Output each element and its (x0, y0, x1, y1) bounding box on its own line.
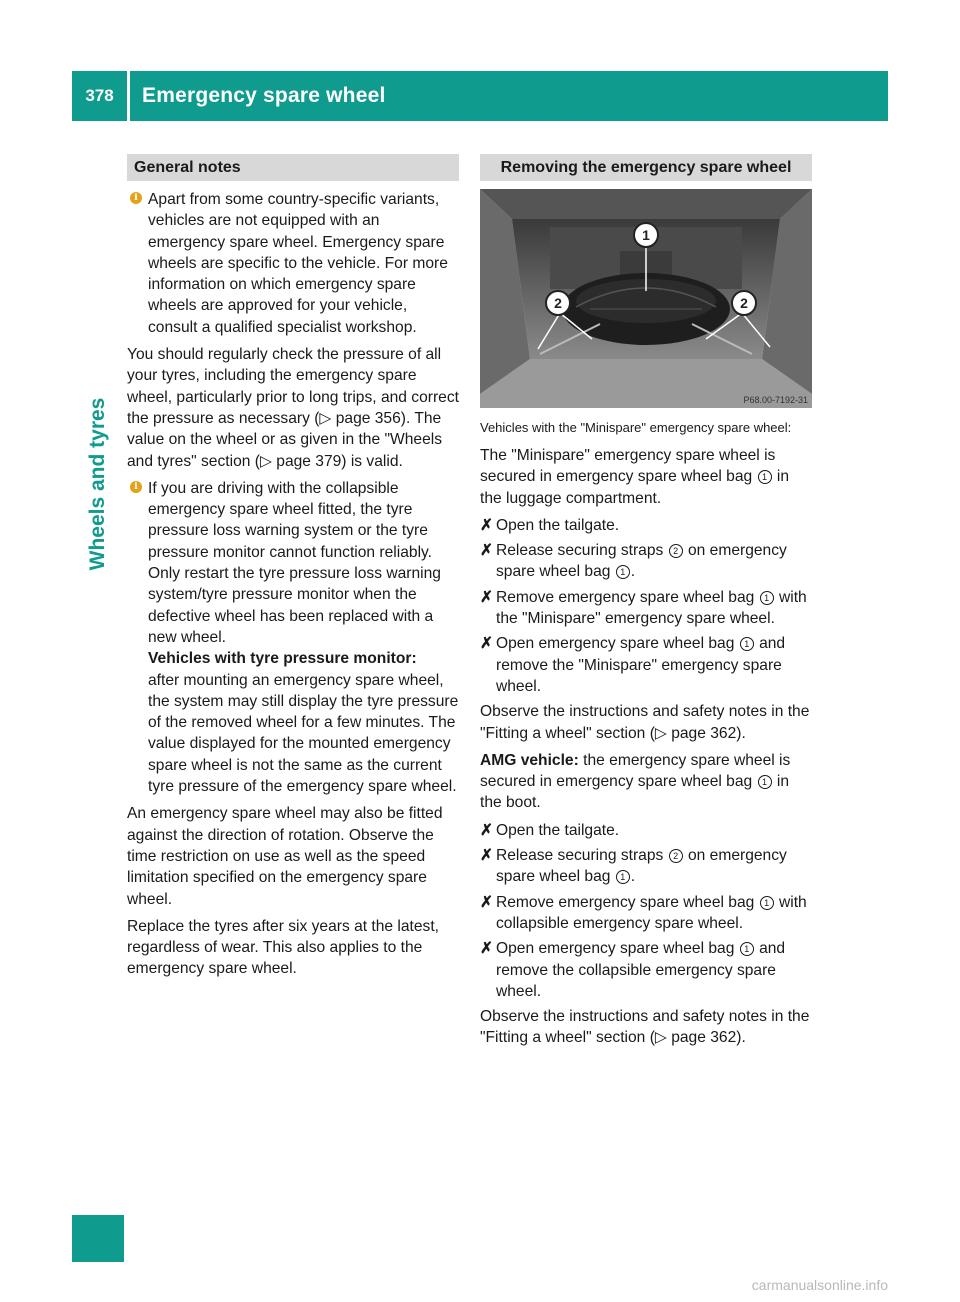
page-header (72, 71, 888, 121)
step-arrow-icon: ✗ (480, 893, 494, 911)
callout-label: 2 (740, 295, 748, 311)
callout-1-ref: 1 (760, 896, 774, 910)
step-arrow-icon: ✗ (480, 940, 494, 958)
callout-1-ref: 1 (616, 565, 630, 579)
paragraph: Observe the instructions and safety notes in the "Fitting a wheel" section (▷ page 362). (480, 703, 810, 742)
paragraph: Replace the tyres after six years at the latest, regardless of wear. This also applies to the emergency spare wheel. (127, 917, 440, 978)
paragraph (480, 750, 812, 814)
side-tab-marker (72, 1215, 124, 1262)
amg-label: AMG vehicle: (480, 751, 579, 769)
step-text: Open the tailgate. (496, 516, 620, 534)
callout-2-left-marker (546, 291, 570, 315)
info-note (127, 189, 459, 338)
footer-watermark: carmanualsonline.info (751, 1277, 888, 1293)
page-title: Emergency spare wheel (142, 84, 386, 107)
text: Remove emergency spare wheel bag (496, 588, 755, 606)
header-separator (127, 71, 130, 121)
step-item (480, 515, 812, 536)
paragraph (480, 445, 812, 509)
text: Release securing straps (496, 542, 664, 560)
callout-label: 2 (554, 295, 562, 311)
text: in the boot. (480, 773, 790, 812)
info-icon: i (130, 481, 142, 493)
step-text (496, 938, 812, 1002)
callout-label: 1 (642, 227, 650, 243)
step-item (480, 938, 812, 1002)
text: Release securing straps (496, 847, 664, 865)
text: . (630, 563, 636, 581)
image-code: P68.00-7192-31 (743, 395, 808, 405)
text: on emergency spare wheel bag (496, 847, 787, 886)
text: on emergency spare wheel bag (496, 542, 787, 581)
section-heading-general-notes: General notes (127, 154, 459, 181)
text: Remove emergency spare wheel bag (496, 893, 755, 911)
step-arrow-icon: ✗ (480, 542, 494, 560)
step-item (480, 540, 812, 583)
text: Open emergency spare wheel bag (496, 940, 735, 958)
step-item (480, 845, 812, 888)
note-subheading: Vehicles with tyre pressure monitor: (148, 650, 417, 668)
callout-1-ref: 1 (740, 637, 754, 651)
text: and remove the collapsible emergency spare wheel. (496, 940, 786, 1000)
step-text (496, 845, 812, 888)
step-text (496, 892, 812, 935)
text: in the luggage compartment. (480, 468, 790, 507)
callout-1-ref: 1 (740, 942, 754, 956)
image-caption: Vehicles with the "Minispare" emergency spare wheel: (480, 420, 792, 435)
page-number: 378 (85, 86, 114, 105)
callout-2-right-marker (732, 291, 756, 315)
right-column (480, 154, 812, 1055)
step-item (480, 633, 812, 697)
step-arrow-icon: ✗ (480, 821, 494, 839)
step-item (480, 892, 812, 935)
note-text: after mounting an emergency spare wheel, the system may still display the tyre pressure of the removed wheel for a few minutes. The value displayed for the mounted emergency spare wheel is not the same as the current tyre pressure of the emergency spare wheel. (148, 671, 459, 796)
text: and remove the "Minispare" emergency spare wheel. (496, 635, 786, 695)
step-item (480, 587, 812, 630)
step-arrow-icon: ✗ (480, 516, 494, 534)
text: with the "Minispare" emergency spare wheel. (496, 588, 807, 628)
side-tab-label: Wheels and tyres (86, 397, 109, 571)
step-arrow-icon: ✗ (480, 635, 494, 653)
step-text (496, 540, 812, 583)
note-text: If you are driving with the collapsible emergency spare wheel fitted, the tyre pressure loss warning system or the tyre pressure monitor cannot function reliably. Only restart the tyre pressure loss warning system/tyre pressure monitor when the defective wheel has been replaced with a new wheel. (148, 479, 441, 646)
step-text: Open the tailgate. (496, 821, 620, 839)
step-text (496, 633, 812, 697)
callout-1-marker (634, 223, 658, 247)
callout-1-ref: 1 (758, 775, 772, 789)
paragraph: Observe the instructions and safety notes in the "Fitting a wheel" section (▷ page 362). (480, 1008, 810, 1047)
callout-1-ref: 1 (616, 870, 630, 884)
text: Open emergency spare wheel bag (496, 635, 735, 653)
step-arrow-icon: ✗ (480, 847, 494, 865)
section-heading-removing: Removing the emergency spare wheel (480, 154, 812, 181)
text: the emergency spare wheel is secured in emergency spare wheel bag (480, 751, 791, 791)
callout-1-ref: 1 (760, 591, 774, 605)
callout-1-ref: 1 (758, 470, 772, 484)
note-text: Apart from some country-specific variants, vehicles are not equipped with an emergency spare wheel. Emergency spare wheels are specific to the vehicle. For more information on which emergency spare wheels are approved for your vehicle, consult a qualified specialist workshop. (148, 191, 448, 336)
left-column (127, 154, 459, 986)
step-item (480, 820, 812, 841)
info-icon: i (130, 192, 142, 204)
callout-2-ref: 2 (669, 849, 683, 863)
luggage-compartment-photo (480, 189, 812, 408)
info-note (127, 478, 459, 797)
paragraph: An emergency spare wheel may also be fitted against the direction of rotation. Observe the time restriction on use as well as the speed limitation specified on the emergency spare wheel. (127, 805, 443, 908)
text: with collapsible emergency spare wheel. (496, 893, 807, 932)
text: The "Minispare" emergency spare wheel is secured in emergency spare wheel bag (480, 447, 776, 486)
step-text (496, 587, 812, 630)
callout-2-ref: 2 (669, 544, 683, 558)
paragraph: You should regularly check the pressure of all your tyres, including the emergency spare wheel, particularly prior to long trips, and correct the pressure as necessary (▷ page 356). The value on the wheel or as given in the "Wheels and tyres" section (▷ page 379) is valid. (127, 346, 459, 470)
text: . (630, 868, 636, 886)
step-arrow-icon: ✗ (480, 588, 494, 606)
